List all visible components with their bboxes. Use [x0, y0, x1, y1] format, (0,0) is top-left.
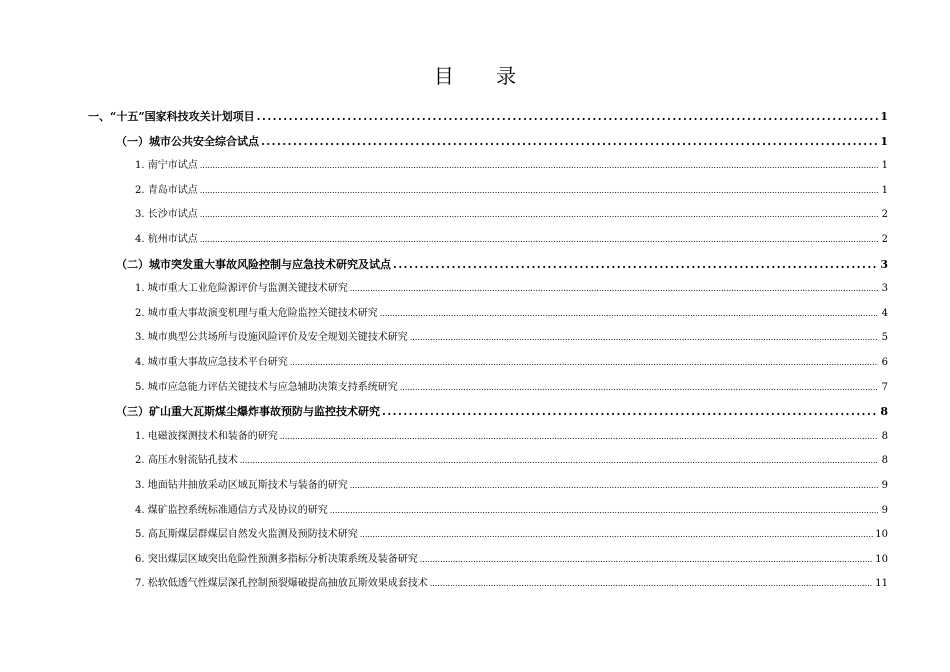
toc-entry-text: 3. 地面钻井抽放采动区域瓦斯技术与装备的研究: [135, 479, 348, 491]
toc-entry-text: （二）城市突发重大事故风险控制与应急技术研究及试点: [116, 257, 391, 271]
toc-entry[interactable]: [88, 255, 888, 280]
toc-entry[interactable]: [88, 205, 888, 230]
toc-page-number: 3: [880, 257, 888, 271]
toc-entry[interactable]: [88, 304, 888, 329]
toc-leader-dots: [261, 132, 878, 152]
toc-entry[interactable]: [88, 574, 888, 599]
toc-entry[interactable]: [88, 156, 888, 181]
toc-leader-dots: [290, 353, 878, 373]
toc-entry[interactable]: [88, 525, 888, 550]
toc-leader-dots: [200, 205, 878, 225]
toc-entry-text: 4. 煤矿监控系统标准通信方式及协议的研究: [135, 504, 328, 516]
toc-entry[interactable]: [88, 181, 888, 206]
toc-page-number: 1: [881, 184, 888, 196]
toc-list: [88, 107, 888, 599]
toc-entry[interactable]: [88, 476, 888, 501]
toc-entry-text: 1. 南宁市试点: [135, 160, 198, 172]
toc-entry-text: （一）城市公共安全综合试点: [116, 134, 259, 148]
toc-entry[interactable]: [88, 427, 888, 452]
toc-leader-dots: [350, 476, 878, 496]
toc-entry[interactable]: [88, 353, 888, 378]
toc-page-number: 2: [881, 209, 888, 221]
toc-entry-text: 2. 高压水射流钻孔技术: [135, 455, 238, 467]
toc-leader-dots: [200, 181, 878, 201]
toc-leader-dots: [400, 378, 878, 398]
toc-page-number: 1: [880, 134, 888, 148]
toc-page-number: 8: [881, 455, 888, 467]
toc-entry[interactable]: [88, 378, 888, 403]
toc-entry[interactable]: [88, 451, 888, 476]
toc-entry[interactable]: [88, 230, 888, 255]
toc-leader-dots: [420, 550, 874, 570]
toc-leader-dots: [380, 304, 878, 324]
toc-entry-text: 5. 高瓦斯煤层群煤层自然发火监测及预防技术研究: [135, 529, 358, 541]
toc-entry-text: 一、“十五”国家科技攻关计划项目: [88, 110, 255, 123]
toc-title: 目 录: [433, 64, 535, 88]
toc-entry-text: 1. 电磁波探测技术和装备的研究: [135, 430, 278, 442]
toc-entry[interactable]: [88, 107, 888, 132]
toc-leader-dots: [350, 279, 878, 299]
toc-page-number: 11: [875, 578, 888, 590]
toc-entry-text: 4. 杭州市试点: [135, 233, 198, 245]
toc-entry-text: 3. 城市典型公共场所与设施风险评价及安全规划关键技术研究: [135, 332, 408, 344]
toc-page-number: 2: [881, 233, 888, 245]
toc-page-number: 1: [880, 110, 888, 123]
toc-entry-text: 6. 突出煤层区域突出危险性预测多指标分析决策系统及装备研究: [135, 553, 418, 565]
toc-entry[interactable]: [88, 132, 888, 157]
toc-entry[interactable]: [88, 328, 888, 353]
toc-leader-dots: [330, 501, 878, 521]
toc-entry-text: （三）矿山重大瓦斯煤尘爆炸事故预防与监控技术研究: [116, 405, 380, 419]
toc-leader-dots: [200, 156, 878, 176]
toc-entry[interactable]: [88, 550, 888, 575]
toc-leader-dots: [430, 574, 874, 594]
toc-page-number: 1: [881, 160, 888, 172]
toc-leader-dots: [200, 230, 878, 250]
toc-page-number: 8: [881, 430, 888, 442]
toc-entry-text: 3. 长沙市试点: [135, 209, 198, 221]
toc-entry-text: 1. 城市重大工业危险源评价与监测关键技术研究: [135, 283, 348, 295]
toc-leader-dots: [382, 402, 878, 422]
toc-leader-dots: [360, 525, 874, 545]
toc-page-number: 10: [875, 553, 888, 565]
toc-entry-text: 4. 城市重大事故应急技术平台研究: [135, 356, 288, 368]
toc-page-number: 9: [881, 479, 888, 491]
toc-page-number: 5: [881, 332, 888, 344]
toc-entry[interactable]: [88, 279, 888, 304]
toc-leader-dots: [280, 427, 878, 447]
toc-entry[interactable]: [88, 402, 888, 427]
toc-entry-text: 2. 青岛市试点: [135, 184, 198, 196]
toc-leader-dots: [240, 451, 878, 471]
toc-entry[interactable]: [88, 501, 888, 526]
toc-page-number: 4: [881, 307, 888, 319]
toc-page-number: 9: [881, 504, 888, 516]
toc-entry-text: 5. 城市应急能力评估关键技术与应急辅助决策支持系统研究: [135, 381, 398, 393]
toc-page-number: 8: [880, 405, 888, 419]
toc-page-number: 3: [881, 283, 888, 295]
toc-page-number: 6: [881, 356, 888, 368]
toc-leader-dots: [410, 328, 878, 348]
toc-leader-dots: [257, 107, 878, 127]
toc-page-number: 7: [881, 381, 888, 393]
toc-leader-dots: [393, 255, 878, 275]
toc-page-number: 10: [875, 529, 888, 541]
toc-entry-text: 2. 城市重大事故演变机理与重大危险监控关键技术研究: [135, 307, 378, 319]
toc-entry-text: 7. 松软低透气性煤层深孔控制预裂爆破提高抽放瓦斯效果成套技术: [135, 578, 428, 590]
